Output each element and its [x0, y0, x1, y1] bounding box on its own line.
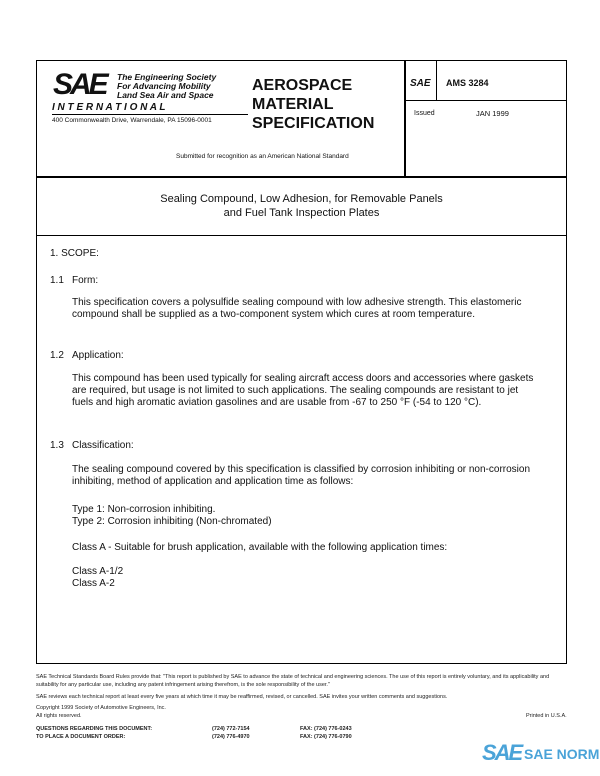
sae-small-logo: SAE — [410, 78, 431, 89]
tagline-line: Land Sea Air and Space — [117, 90, 214, 100]
paragraph: The sealing compound covered by this specification is classified by corrosion inhibiting or non-corrosion inhibiting, method of application and application time as follows: — [72, 464, 531, 487]
divider — [36, 235, 567, 236]
class-a-2: Class A-2 — [72, 578, 115, 589]
rights: All rights reserved. — [36, 713, 82, 719]
questions-phone: (724) 772-7154 — [212, 726, 250, 732]
title-line: and Fuel Tank Inspection Plates — [223, 207, 380, 219]
divider — [52, 114, 248, 115]
issued-label: Issued — [414, 110, 435, 117]
submitted-note: Submitted for recognition as an American National Standard — [176, 153, 349, 160]
copyright: Copyright 1999 Society of Automotive Engineers, Inc. — [36, 705, 166, 711]
type-2: Type 2: Corrosion inhibiting (Non-chromated) — [72, 516, 272, 527]
doc-type-line: AEROSPACE — [252, 77, 353, 94]
class-a-1-2: Class A-1/2 — [72, 566, 124, 577]
section-scope: 1. SCOPE: — [50, 248, 99, 259]
document-title — [36, 192, 567, 220]
section-heading: Classification: — [72, 440, 134, 451]
section-num: 1.2 — [50, 350, 64, 361]
international: I N T E R N A T I O N A L — [52, 102, 166, 113]
policy-note: SAE Technical Standards Board Rules provide that: "This report is published by SAE to advance the state of technical and engineering sciences. The use of this report is entirely voluntary, and its applicability and suitability for any particular use, including any patent infringement arising therefrom, is the sole responsibility of the user." — [36, 674, 550, 688]
issued-date: JAN 1999 — [476, 109, 509, 118]
questions-label: QUESTIONS REGARDING THIS DOCUMENT: — [36, 726, 153, 732]
paragraph: This compound has been used typically for sealing aircraft access doors and accessories where gaskets are required, but usage is not limited to such applications. The sealing compounds are resistant to jet fuels and high aromatic aviation gasolines and are usable from -67 to 250 °F (-54 to 120 °C). — [72, 373, 534, 408]
review-note: SAE reviews each technical report at least every five years at which time it may be reaffirmed, revised, or cancelled. SAE invites your written comments and suggestions. — [36, 694, 448, 700]
section-num: 1.1 — [50, 275, 64, 286]
section-heading: Form: — [72, 275, 99, 286]
doc-number: AMS 3284 — [446, 78, 489, 88]
tagline — [117, 73, 216, 100]
section-heading: Application: — [72, 350, 124, 361]
order-label: TO PLACE A DOCUMENT ORDER: — [36, 734, 126, 740]
divider — [404, 100, 566, 101]
questions-fax: FAX: (724) 776-0243 — [300, 726, 352, 732]
order-phone: (724) 776-4970 — [212, 734, 250, 740]
doc-type — [252, 76, 374, 133]
printed: Printed in U.S.A. — [526, 713, 567, 719]
doc-type-line: SPECIFICATION — [252, 115, 375, 132]
address: 400 Commonwealth Drive, Warrendale, PA 15096-0001 — [52, 117, 212, 124]
divider — [436, 60, 437, 100]
watermark-logo: SAE — [482, 740, 522, 765]
tagline-line: The Engineering Society — [117, 72, 217, 82]
watermark-text: SAE NORM — [524, 746, 600, 762]
title-line: Sealing Compound, Low Adhesion, for Removable Panels — [160, 193, 443, 205]
divider — [404, 60, 406, 176]
divider — [36, 176, 567, 178]
class-a: Class A - Suitable for brush application, available with the following application times: — [72, 542, 448, 553]
sae-logo: SAE — [53, 68, 106, 101]
type-1: Type 1: Non-corrosion inhibiting. — [72, 504, 216, 515]
order-fax: FAX: (724) 776-0790 — [300, 734, 352, 740]
doc-type-line: MATERIAL — [252, 96, 334, 113]
tagline-line: For Advancing Mobility — [117, 81, 211, 91]
paragraph: This specification covers a polysulfide sealing compound with low adhesive strength. This elastomeric compound shall be supplied as a two-component system which cures at room temperature. — [72, 297, 522, 320]
section-num: 1.3 — [50, 440, 64, 451]
